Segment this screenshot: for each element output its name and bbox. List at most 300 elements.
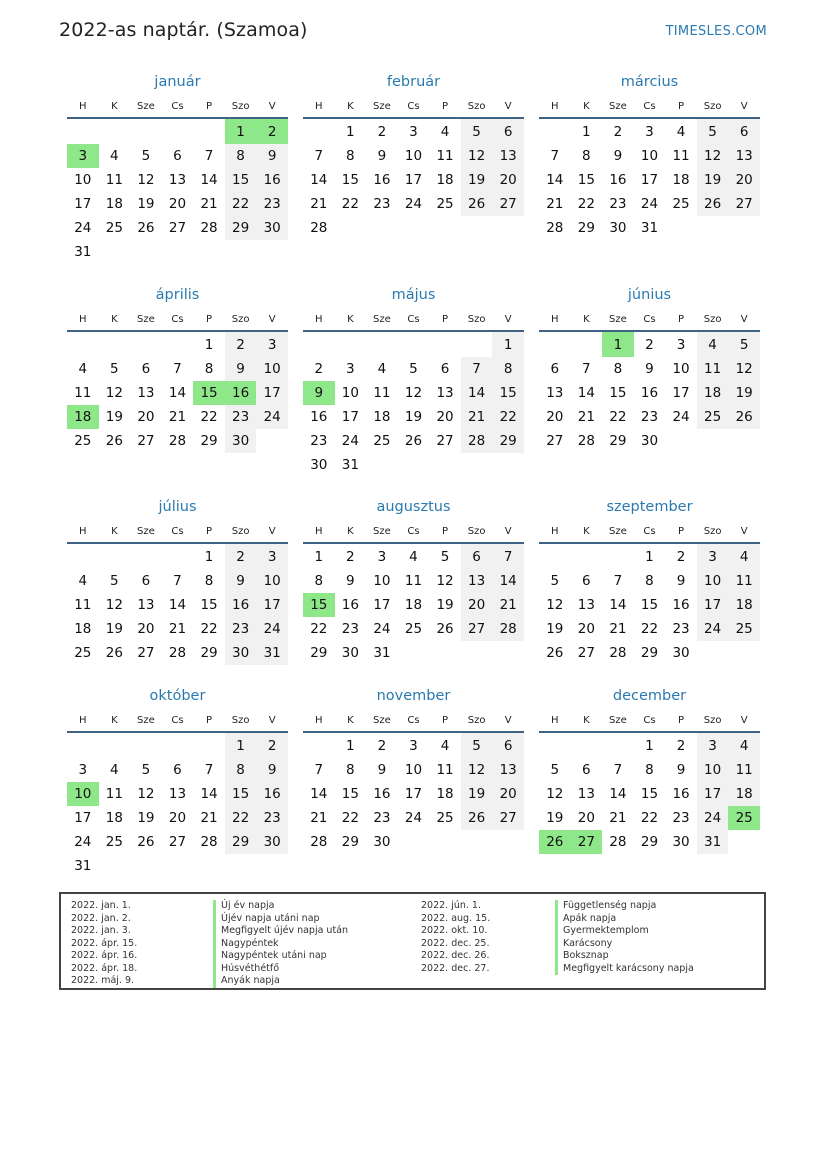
day-cell[interactable]: 8: [645, 762, 654, 778]
day-cell[interactable]: 3: [377, 548, 387, 565]
day-cell[interactable]: 30: [225, 429, 257, 453]
day-cell[interactable]: 4: [697, 331, 729, 357]
day-cell[interactable]: 17: [672, 385, 690, 401]
day-cell[interactable]: 30: [341, 645, 359, 661]
day-cell[interactable]: 15: [225, 782, 257, 806]
day-cell[interactable]: 28: [168, 645, 187, 661]
day-cell[interactable]: 18: [436, 172, 454, 188]
day-cell[interactable]: 13: [492, 144, 524, 168]
day-cell[interactable]: 4: [440, 737, 450, 754]
day-cell[interactable]: 25: [697, 405, 729, 429]
day-cell[interactable]: 19: [546, 621, 564, 637]
day-cell[interactable]: 9: [613, 148, 623, 164]
day-cell[interactable]: 26: [404, 433, 423, 449]
day-cell[interactable]: 30: [256, 830, 288, 854]
day-cell[interactable]: 7: [204, 148, 214, 164]
day-cell[interactable]: 4: [728, 732, 760, 758]
day-cell[interactable]: 1: [582, 123, 591, 140]
day-cell[interactable]: 27: [492, 192, 524, 216]
holiday-day-cell[interactable]: 10: [67, 782, 99, 806]
day-cell[interactable]: 3: [346, 361, 355, 377]
day-cell[interactable]: 2: [613, 123, 623, 140]
day-cell[interactable]: 3: [676, 336, 686, 353]
day-cell[interactable]: 13: [436, 385, 454, 401]
day-cell[interactable]: 12: [546, 786, 564, 802]
day-cell[interactable]: 10: [256, 357, 288, 381]
day-cell[interactable]: 19: [546, 810, 564, 826]
day-cell[interactable]: 28: [200, 220, 218, 236]
day-cell[interactable]: 14: [310, 172, 328, 188]
day-cell[interactable]: 30: [672, 645, 690, 661]
day-cell[interactable]: 26: [461, 192, 493, 216]
day-cell[interactable]: 28: [609, 834, 627, 850]
day-cell[interactable]: 24: [341, 433, 359, 449]
day-cell[interactable]: 17: [697, 593, 729, 617]
day-cell[interactable]: 22: [577, 196, 595, 212]
day-cell[interactable]: 11: [74, 597, 92, 613]
day-cell[interactable]: 15: [225, 168, 257, 192]
day-cell[interactable]: 8: [492, 357, 524, 381]
day-cell[interactable]: 27: [577, 645, 595, 661]
day-cell[interactable]: 12: [137, 172, 155, 188]
day-cell[interactable]: 19: [404, 409, 423, 425]
day-cell[interactable]: 12: [461, 144, 493, 168]
day-cell[interactable]: 5: [141, 762, 151, 778]
day-cell[interactable]: 31: [74, 244, 92, 260]
day-cell[interactable]: 8: [346, 762, 355, 778]
day-cell[interactable]: 19: [728, 381, 760, 405]
holiday-day-cell[interactable]: 18: [67, 405, 99, 429]
day-cell[interactable]: 27: [436, 433, 454, 449]
day-cell[interactable]: 4: [78, 573, 88, 589]
day-cell[interactable]: 27: [168, 220, 187, 236]
day-cell[interactable]: 16: [609, 172, 627, 188]
day-cell[interactable]: 22: [609, 409, 627, 425]
day-cell[interactable]: 2: [314, 361, 324, 377]
day-cell[interactable]: 29: [341, 834, 359, 850]
day-cell[interactable]: 22: [640, 810, 659, 826]
day-cell[interactable]: 10: [640, 148, 659, 164]
day-cell[interactable]: 12: [436, 573, 454, 589]
day-cell[interactable]: 19: [137, 196, 155, 212]
day-cell[interactable]: 30: [640, 433, 659, 449]
day-cell[interactable]: 15: [640, 597, 659, 613]
day-cell[interactable]: 17: [373, 597, 391, 613]
day-cell[interactable]: 25: [404, 621, 423, 637]
day-cell[interactable]: 22: [225, 192, 257, 216]
day-cell[interactable]: 11: [436, 762, 454, 778]
day-cell[interactable]: 8: [613, 361, 623, 377]
day-cell[interactable]: 30: [310, 457, 328, 473]
day-cell[interactable]: 9: [676, 573, 686, 589]
day-cell[interactable]: 31: [373, 645, 391, 661]
day-cell[interactable]: 9: [377, 762, 387, 778]
day-cell[interactable]: 3: [409, 737, 418, 754]
day-cell[interactable]: 23: [609, 196, 627, 212]
day-cell[interactable]: 12: [404, 385, 423, 401]
day-cell[interactable]: 6: [141, 573, 151, 589]
day-cell[interactable]: 19: [697, 168, 729, 192]
day-cell[interactable]: 2: [346, 548, 355, 565]
day-cell[interactable]: 28: [461, 429, 493, 453]
day-cell[interactable]: 22: [640, 621, 659, 637]
day-cell[interactable]: 29: [640, 834, 659, 850]
day-cell[interactable]: 16: [256, 168, 288, 192]
day-cell[interactable]: 21: [168, 409, 187, 425]
day-cell[interactable]: 22: [341, 196, 359, 212]
day-cell[interactable]: 19: [105, 621, 123, 637]
day-cell[interactable]: 6: [461, 543, 493, 569]
day-cell[interactable]: 21: [310, 196, 328, 212]
day-cell[interactable]: 21: [200, 196, 218, 212]
day-cell[interactable]: 9: [225, 569, 257, 593]
day-cell[interactable]: 30: [256, 216, 288, 240]
day-cell[interactable]: 31: [640, 220, 659, 236]
day-cell[interactable]: 12: [105, 597, 123, 613]
day-cell[interactable]: 14: [546, 172, 564, 188]
day-cell[interactable]: 22: [492, 405, 524, 429]
day-cell[interactable]: 31: [256, 641, 288, 665]
day-cell[interactable]: 7: [204, 762, 214, 778]
day-cell[interactable]: 9: [346, 573, 355, 589]
day-cell[interactable]: 8: [346, 148, 355, 164]
day-cell[interactable]: 12: [461, 758, 493, 782]
day-cell[interactable]: 10: [697, 758, 729, 782]
day-cell[interactable]: 29: [200, 645, 218, 661]
day-cell[interactable]: 6: [440, 361, 450, 377]
day-cell[interactable]: 24: [74, 220, 92, 236]
day-cell[interactable]: 20: [492, 168, 524, 192]
day-cell[interactable]: 11: [105, 786, 123, 802]
day-cell[interactable]: 4: [78, 361, 88, 377]
day-cell[interactable]: 25: [74, 645, 92, 661]
day-cell[interactable]: 20: [137, 621, 155, 637]
day-cell[interactable]: 11: [436, 148, 454, 164]
day-cell[interactable]: 6: [582, 762, 591, 778]
day-cell[interactable]: 20: [436, 409, 454, 425]
day-cell[interactable]: 27: [728, 192, 760, 216]
day-cell[interactable]: 2: [377, 737, 387, 754]
day-cell[interactable]: 30: [373, 834, 391, 850]
day-cell[interactable]: 29: [200, 433, 218, 449]
day-cell[interactable]: 25: [105, 834, 123, 850]
day-cell[interactable]: 29: [640, 645, 659, 661]
day-cell[interactable]: 27: [546, 433, 564, 449]
day-cell[interactable]: 26: [105, 433, 123, 449]
day-cell[interactable]: 16: [256, 782, 288, 806]
day-cell[interactable]: 24: [404, 196, 423, 212]
day-cell[interactable]: 24: [256, 617, 288, 641]
day-cell[interactable]: 21: [546, 196, 564, 212]
day-cell[interactable]: 8: [204, 361, 214, 377]
day-cell[interactable]: 1: [225, 732, 257, 758]
day-cell[interactable]: 8: [582, 148, 591, 164]
day-cell[interactable]: 6: [492, 732, 524, 758]
day-cell[interactable]: 3: [645, 123, 654, 140]
day-cell[interactable]: 17: [341, 409, 359, 425]
day-cell[interactable]: 21: [310, 810, 328, 826]
day-cell[interactable]: 20: [728, 168, 760, 192]
day-cell[interactable]: 18: [105, 810, 123, 826]
day-cell[interactable]: 5: [141, 148, 151, 164]
day-cell[interactable]: 24: [697, 617, 729, 641]
day-cell[interactable]: 25: [672, 196, 690, 212]
day-cell[interactable]: 25: [105, 220, 123, 236]
day-cell[interactable]: 6: [173, 762, 182, 778]
day-cell[interactable]: 6: [728, 118, 760, 144]
day-cell[interactable]: 23: [373, 196, 391, 212]
day-cell[interactable]: 31: [697, 830, 729, 854]
holiday-day-cell[interactable]: 9: [303, 381, 335, 405]
day-cell[interactable]: 22: [225, 806, 257, 830]
day-cell[interactable]: 29: [577, 220, 595, 236]
day-cell[interactable]: 5: [550, 573, 560, 589]
day-cell[interactable]: 17: [256, 593, 288, 617]
day-cell[interactable]: 2: [225, 331, 257, 357]
day-cell[interactable]: 7: [613, 573, 623, 589]
day-cell[interactable]: 19: [461, 782, 493, 806]
day-cell[interactable]: 30: [672, 834, 690, 850]
day-cell[interactable]: 1: [346, 737, 355, 754]
day-cell[interactable]: 1: [314, 548, 324, 565]
day-cell[interactable]: 18: [728, 593, 760, 617]
day-cell[interactable]: 28: [546, 220, 564, 236]
day-cell[interactable]: 4: [728, 543, 760, 569]
day-cell[interactable]: 4: [110, 148, 119, 164]
day-cell[interactable]: 25: [728, 617, 760, 641]
day-cell[interactable]: 12: [697, 144, 729, 168]
day-cell[interactable]: 18: [436, 786, 454, 802]
day-cell[interactable]: 30: [609, 220, 627, 236]
day-cell[interactable]: 8: [225, 144, 257, 168]
day-cell[interactable]: 2: [377, 123, 387, 140]
day-cell[interactable]: 12: [728, 357, 760, 381]
day-cell[interactable]: 25: [373, 433, 391, 449]
day-cell[interactable]: 23: [225, 405, 257, 429]
day-cell[interactable]: 1: [645, 737, 654, 754]
day-cell[interactable]: 22: [310, 621, 328, 637]
day-cell[interactable]: 25: [74, 433, 92, 449]
day-cell[interactable]: 21: [492, 593, 524, 617]
day-cell[interactable]: 3: [409, 123, 418, 140]
day-cell[interactable]: 5: [110, 361, 119, 377]
day-cell[interactable]: 28: [168, 433, 187, 449]
day-cell[interactable]: 24: [697, 806, 729, 830]
day-cell[interactable]: 21: [609, 621, 627, 637]
day-cell[interactable]: 24: [256, 405, 288, 429]
day-cell[interactable]: 10: [256, 569, 288, 593]
day-cell[interactable]: 7: [173, 573, 182, 589]
holiday-day-cell[interactable]: 3: [67, 144, 99, 168]
day-cell[interactable]: 9: [256, 144, 288, 168]
day-cell[interactable]: 21: [461, 405, 493, 429]
day-cell[interactable]: 10: [341, 385, 359, 401]
day-cell[interactable]: 16: [310, 409, 328, 425]
day-cell[interactable]: 16: [672, 786, 690, 802]
day-cell[interactable]: 13: [546, 385, 564, 401]
day-cell[interactable]: 26: [137, 834, 155, 850]
day-cell[interactable]: 8: [204, 573, 214, 589]
day-cell[interactable]: 12: [105, 385, 123, 401]
holiday-day-cell[interactable]: 25: [728, 806, 760, 830]
day-cell[interactable]: 9: [377, 148, 387, 164]
day-cell[interactable]: 13: [168, 172, 187, 188]
day-cell[interactable]: 24: [373, 621, 391, 637]
day-cell[interactable]: 18: [728, 782, 760, 806]
day-cell[interactable]: 21: [200, 810, 218, 826]
day-cell[interactable]: 29: [609, 433, 627, 449]
day-cell[interactable]: 20: [546, 409, 564, 425]
day-cell[interactable]: 7: [461, 357, 493, 381]
day-cell[interactable]: 28: [492, 617, 524, 641]
holiday-day-cell[interactable]: 15: [303, 593, 335, 617]
day-cell[interactable]: 27: [492, 806, 524, 830]
day-cell[interactable]: 7: [550, 148, 560, 164]
day-cell[interactable]: 11: [404, 573, 423, 589]
day-cell[interactable]: 22: [200, 409, 218, 425]
day-cell[interactable]: 6: [550, 361, 560, 377]
day-cell[interactable]: 23: [310, 433, 328, 449]
day-cell[interactable]: 20: [168, 196, 187, 212]
day-cell[interactable]: 16: [373, 786, 391, 802]
day-cell[interactable]: 11: [74, 385, 92, 401]
day-cell[interactable]: 28: [609, 645, 627, 661]
day-cell[interactable]: 27: [137, 433, 155, 449]
day-cell[interactable]: 15: [341, 172, 359, 188]
day-cell[interactable]: 26: [697, 192, 729, 216]
day-cell[interactable]: 13: [137, 597, 155, 613]
day-cell[interactable]: 10: [74, 172, 92, 188]
day-cell[interactable]: 23: [341, 621, 359, 637]
day-cell[interactable]: 11: [672, 148, 690, 164]
day-cell[interactable]: 20: [137, 409, 155, 425]
day-cell[interactable]: 9: [676, 762, 686, 778]
day-cell[interactable]: 29: [225, 216, 257, 240]
day-cell[interactable]: 29: [492, 429, 524, 453]
day-cell[interactable]: 14: [200, 172, 218, 188]
day-cell[interactable]: 23: [256, 192, 288, 216]
holiday-day-cell[interactable]: 15: [193, 381, 225, 405]
day-cell[interactable]: 2: [225, 543, 257, 569]
day-cell[interactable]: 11: [373, 385, 391, 401]
day-cell[interactable]: 13: [577, 597, 595, 613]
holiday-day-cell[interactable]: 1: [602, 331, 634, 357]
day-cell[interactable]: 17: [256, 381, 288, 405]
day-cell[interactable]: 18: [697, 381, 729, 405]
day-cell[interactable]: 13: [577, 786, 595, 802]
day-cell[interactable]: 17: [697, 782, 729, 806]
day-cell[interactable]: 20: [577, 621, 595, 637]
day-cell[interactable]: 13: [728, 144, 760, 168]
day-cell[interactable]: 12: [137, 786, 155, 802]
day-cell[interactable]: 13: [137, 385, 155, 401]
holiday-day-cell[interactable]: 2: [256, 118, 288, 144]
day-cell[interactable]: 7: [492, 543, 524, 569]
day-cell[interactable]: 28: [310, 834, 328, 850]
day-cell[interactable]: 15: [577, 172, 595, 188]
day-cell[interactable]: 3: [697, 543, 729, 569]
day-cell[interactable]: 6: [173, 148, 182, 164]
day-cell[interactable]: 31: [74, 858, 92, 874]
day-cell[interactable]: 17: [74, 196, 92, 212]
day-cell[interactable]: 21: [577, 409, 595, 425]
day-cell[interactable]: 24: [404, 810, 423, 826]
day-cell[interactable]: 16: [373, 172, 391, 188]
day-cell[interactable]: 31: [341, 457, 359, 473]
day-cell[interactable]: 19: [461, 168, 493, 192]
day-cell[interactable]: 11: [728, 569, 760, 593]
day-cell[interactable]: 26: [436, 621, 454, 637]
day-cell[interactable]: 8: [225, 758, 257, 782]
day-cell[interactable]: 6: [582, 573, 591, 589]
day-cell[interactable]: 13: [168, 786, 187, 802]
day-cell[interactable]: 19: [105, 409, 123, 425]
day-cell[interactable]: 14: [168, 385, 187, 401]
day-cell[interactable]: 15: [609, 385, 627, 401]
day-cell[interactable]: 3: [256, 543, 288, 569]
day-cell[interactable]: 14: [461, 381, 493, 405]
holiday-day-cell[interactable]: 27: [571, 830, 603, 854]
day-cell[interactable]: 20: [461, 593, 493, 617]
day-cell[interactable]: 10: [697, 569, 729, 593]
day-cell[interactable]: 14: [577, 385, 595, 401]
day-cell[interactable]: 16: [640, 385, 659, 401]
day-cell[interactable]: 2: [256, 732, 288, 758]
day-cell[interactable]: 26: [546, 645, 564, 661]
day-cell[interactable]: 1: [346, 123, 355, 140]
day-cell[interactable]: 14: [200, 786, 218, 802]
day-cell[interactable]: 22: [200, 621, 218, 637]
day-cell[interactable]: 9: [256, 758, 288, 782]
day-cell[interactable]: 18: [672, 172, 690, 188]
day-cell[interactable]: 19: [137, 810, 155, 826]
day-cell[interactable]: 6: [141, 361, 151, 377]
day-cell[interactable]: 20: [492, 782, 524, 806]
day-cell[interactable]: 15: [492, 381, 524, 405]
day-cell[interactable]: 5: [728, 331, 760, 357]
day-cell[interactable]: 13: [492, 758, 524, 782]
day-cell[interactable]: 29: [225, 830, 257, 854]
day-cell[interactable]: 18: [105, 196, 123, 212]
day-cell[interactable]: 19: [436, 597, 454, 613]
day-cell[interactable]: 23: [672, 621, 690, 637]
holiday-day-cell[interactable]: 1: [225, 118, 257, 144]
day-cell[interactable]: 8: [645, 573, 654, 589]
day-cell[interactable]: 3: [78, 762, 88, 778]
day-cell[interactable]: 1: [204, 336, 214, 353]
day-cell[interactable]: 29: [310, 645, 328, 661]
day-cell[interactable]: 6: [492, 118, 524, 144]
day-cell[interactable]: 24: [74, 834, 92, 850]
day-cell[interactable]: 4: [440, 123, 450, 140]
day-cell[interactable]: 7: [582, 361, 591, 377]
day-cell[interactable]: 2: [645, 336, 654, 353]
day-cell[interactable]: 5: [440, 548, 450, 565]
day-cell[interactable]: 28: [310, 220, 328, 236]
day-cell[interactable]: 26: [728, 405, 760, 429]
day-cell[interactable]: 23: [225, 617, 257, 641]
day-cell[interactable]: 23: [672, 810, 690, 826]
day-cell[interactable]: 8: [314, 573, 324, 589]
day-cell[interactable]: 15: [200, 597, 218, 613]
day-cell[interactable]: 16: [341, 597, 359, 613]
day-cell[interactable]: 4: [377, 361, 387, 377]
day-cell[interactable]: 26: [137, 220, 155, 236]
day-cell[interactable]: 18: [404, 597, 423, 613]
day-cell[interactable]: 27: [168, 834, 187, 850]
holiday-day-cell[interactable]: 26: [539, 830, 571, 854]
day-cell[interactable]: 14: [310, 786, 328, 802]
